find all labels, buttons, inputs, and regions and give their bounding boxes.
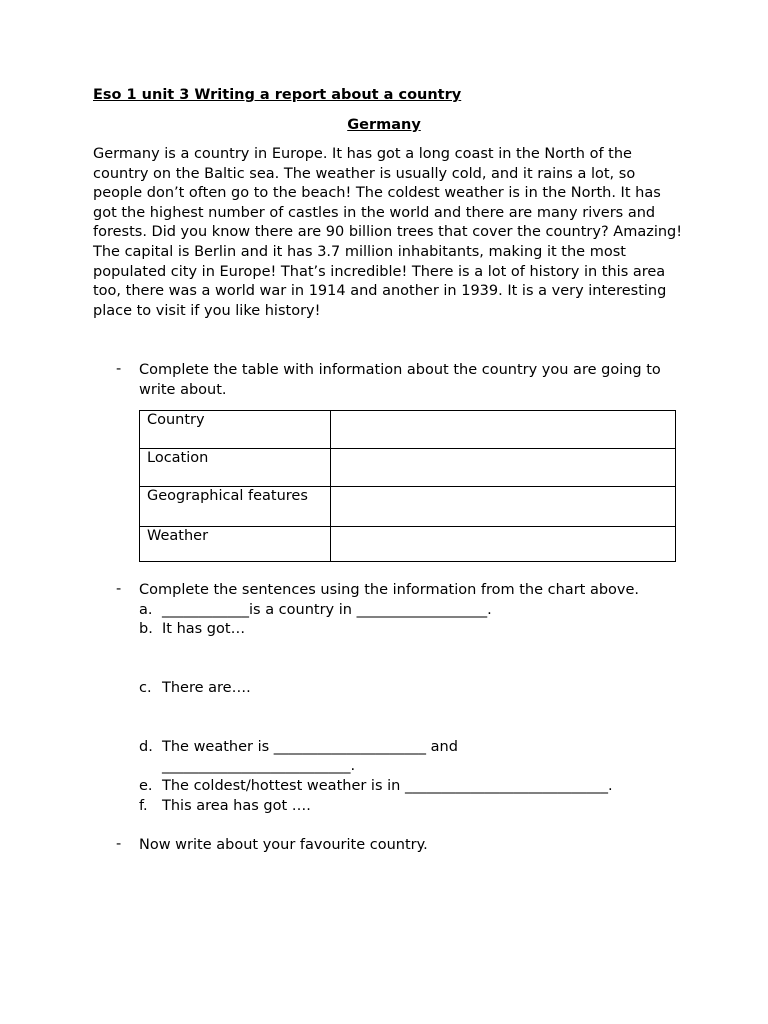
sentence-letter: e. [139,778,153,794]
instruction-complete-table: Complete the table with information about the country you are going to write about. [139,362,661,398]
bullet-marker: - [116,361,122,377]
country-title: Germany [347,117,421,133]
sentence-item-e [139,777,684,797]
table-row-answer-cell[interactable] [331,527,676,562]
sentence-item-a [139,601,684,621]
sentence-item-d [139,738,684,758]
sentence-letter: f. [139,798,148,814]
sentence-item-f [139,797,684,817]
sentence-letter: a. [139,602,153,618]
table-row-label: Weather [140,527,331,562]
table-row-label: Country [140,411,331,449]
model-report-paragraph: Germany is a country in Europe. It has got a long coast in the North of the country on the Baltic sea. The weather is usually cold, and it rains a lot, so people don’t often go to the beach! The coldest weather is in the North. It has got the highest number of castles in the world and there are many rivers and forests. Did you know there are 90 billion trees that cover the country? Amazing! The capital is Berlin and it has 3.7 million inhabitants, making it the most populated city in Europe! That’s incredible! There is a lot of history in this area too, there was a world war in 1914 and another in 1939. It is a very interesting place to visit if you like history! [93,146,683,319]
table-row [140,527,676,562]
table-row-label: Location [140,449,331,487]
instruction-write-favourite: Now write about your favourite country. [139,837,428,853]
table-row-answer-cell[interactable] [331,449,676,487]
sentence-text: This area has got …. [162,798,311,814]
sentence-text: The coldest/hottest weather is in ____________________________. [162,778,613,794]
table-row [140,449,676,487]
sentence-letter: d. [139,739,153,755]
instruction-complete-sentences: Complete the sentences using the information from the chart above. [139,582,640,598]
sentence-letter: c. [139,680,152,696]
sentence-text: There are…. [162,680,251,696]
worksheet-title: Eso 1 unit 3 Writing a report about a country [93,87,462,103]
sentence-text: The weather is _____________________ and [162,739,458,755]
table-row-answer-cell[interactable] [331,487,676,527]
sentence-item-c [139,679,684,699]
table-row-label: Geographical features [140,487,331,527]
sentence-text: ____________is a country in __________________. [162,602,492,618]
sentence-item-b [139,620,684,640]
sentence-letter: b. [139,621,153,637]
bullet-marker: - [116,836,122,852]
country-info-table [139,410,676,562]
sentence-text: It has got… [162,621,246,637]
bullet-marker: - [116,581,122,597]
table-row [140,487,676,527]
table-row-answer-cell[interactable] [331,411,676,449]
sentence-continuation: __________________________. [162,758,356,774]
table-row [140,411,676,449]
